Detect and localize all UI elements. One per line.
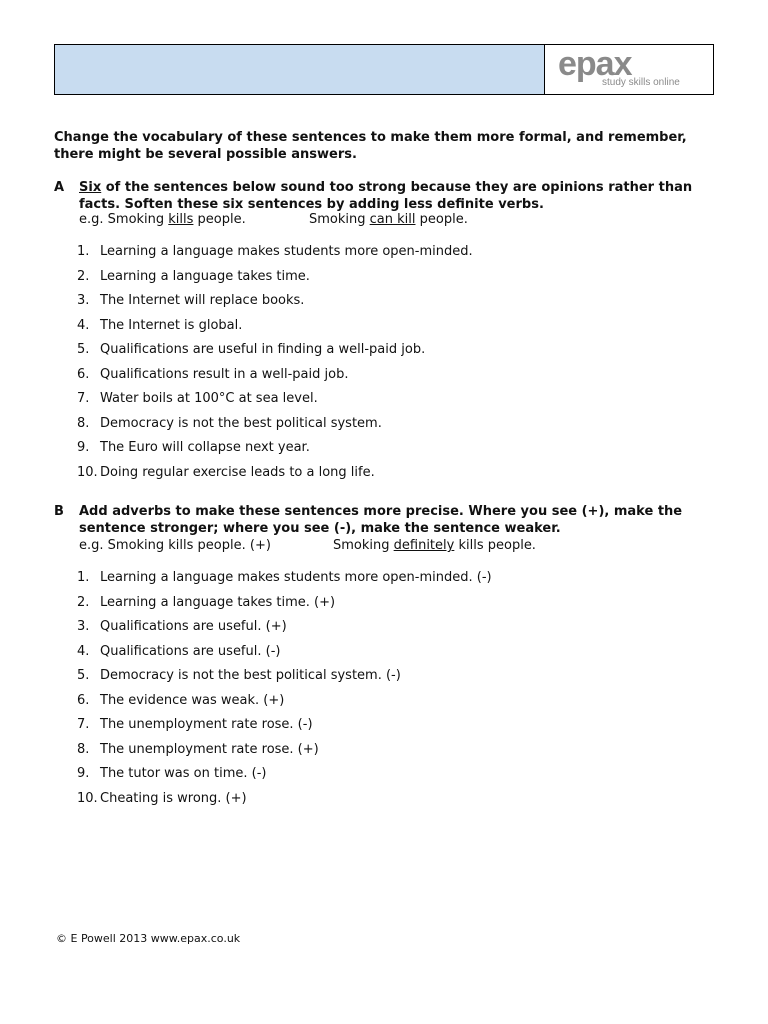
section-a-heading-text: of the sentences below sound too strong because they are opinions rather than facts. Soften these six sentences by adding less definite verbs. — [79, 180, 693, 212]
section-b-example — [79, 537, 536, 554]
section-b-list — [77, 569, 492, 814]
item-number: 4. — [77, 317, 90, 333]
item-number: 10. — [77, 464, 98, 480]
section-b-heading-text: Add adverbs to make these sentences more precise. Where you see (+), make the sentence stronger; where you see (-), make the sentence weaker. — [79, 504, 683, 536]
item-number: 7. — [77, 391, 90, 406]
section-b-heading — [54, 503, 724, 537]
item-text: Qualifications are useful in finding a well-paid job. — [100, 342, 426, 357]
list-item — [77, 317, 473, 342]
example-prefix: e.g. Smoking — [79, 212, 169, 227]
list-item — [77, 594, 492, 619]
example-suffix: people. — [193, 212, 246, 227]
section-a-heading — [54, 179, 724, 213]
item-number: 8. — [77, 415, 90, 431]
item-text: The unemployment rate rose. (-) — [100, 717, 313, 732]
item-text: The evidence was weak. (+) — [100, 692, 285, 708]
list-item — [77, 692, 492, 717]
example-answer: Smoking can kill people. — [309, 212, 468, 227]
item-number: 1. — [77, 244, 90, 259]
item-text: The Euro will collapse next year. — [100, 440, 310, 455]
list-item — [77, 268, 473, 293]
item-number: 9. — [77, 440, 90, 455]
section-a-letter: A — [54, 180, 65, 195]
logo-wordmark: epax — [558, 45, 632, 83]
list-item — [77, 716, 492, 741]
instructions-intro: Change the vocabulary of these sentences to make them more formal, and remember, there might be several possible answers. — [54, 130, 687, 162]
copyright-footer: © E Powell 2013 www.epax.co.uk — [56, 932, 241, 945]
item-number: 6. — [77, 692, 90, 708]
item-text: Cheating is wrong. (+) — [100, 790, 247, 806]
item-text: The Internet is global. — [100, 317, 243, 333]
item-text: The Internet will replace books. — [100, 293, 305, 308]
item-number: 5. — [77, 668, 90, 683]
item-text: Learning a language makes students more open-minded. — [100, 244, 473, 259]
item-number: 5. — [77, 342, 90, 357]
item-number: 7. — [77, 717, 90, 732]
item-text: Democracy is not the best political system. (-) — [100, 668, 401, 683]
list-item — [77, 341, 473, 366]
item-number: 8. — [77, 741, 90, 757]
logo-tagline: study skills online — [602, 77, 680, 88]
list-item — [77, 643, 492, 668]
item-text: Qualifications result in a well-paid job. — [100, 366, 349, 382]
header-banner — [54, 44, 714, 95]
item-text: Qualifications are useful. (-) — [100, 643, 281, 659]
item-number: 4. — [77, 643, 90, 659]
item-number: 6. — [77, 366, 90, 382]
item-text: Doing regular exercise leads to a long life. — [100, 464, 375, 480]
header-title-area — [55, 45, 545, 94]
epax-logo — [545, 45, 713, 94]
item-number: 10. — [77, 790, 98, 806]
list-item — [77, 292, 473, 317]
item-text: Learning a language takes time. (+) — [100, 594, 336, 610]
item-number: 3. — [77, 293, 90, 308]
item-number: 3. — [77, 619, 90, 634]
item-number: 1. — [77, 570, 90, 585]
list-item — [77, 790, 492, 815]
list-item — [77, 765, 492, 790]
item-number: 2. — [77, 594, 90, 610]
section-b-letter: B — [54, 504, 64, 519]
example-answer: Smoking definitely kills people. — [333, 538, 536, 553]
example-underlined: kills — [168, 212, 194, 227]
list-item — [77, 390, 473, 415]
item-text: Water boils at 100°C at sea level. — [100, 391, 318, 406]
item-text: Learning a language makes students more open-minded. (-) — [100, 570, 492, 585]
list-item — [77, 415, 473, 440]
list-item — [77, 569, 492, 594]
item-number: 2. — [77, 268, 90, 284]
example-text: e.g. Smoking kills people. (+) — [79, 538, 271, 553]
list-item — [77, 741, 492, 766]
section-a-example — [79, 211, 468, 228]
item-text: The tutor was on time. (-) — [100, 766, 267, 781]
section-a-heading-underlined: Six — [79, 180, 102, 195]
item-number: 9. — [77, 766, 90, 781]
list-item — [77, 667, 492, 692]
list-item — [77, 366, 473, 391]
list-item — [77, 464, 473, 489]
section-a-list — [77, 243, 473, 488]
list-item — [77, 439, 473, 464]
item-text: Democracy is not the best political system. — [100, 415, 382, 431]
item-text: Qualifications are useful. (+) — [100, 619, 287, 634]
item-text: Learning a language takes time. — [100, 268, 310, 284]
item-text: The unemployment rate rose. (+) — [100, 741, 319, 757]
list-item — [77, 618, 492, 643]
list-item — [77, 243, 473, 268]
